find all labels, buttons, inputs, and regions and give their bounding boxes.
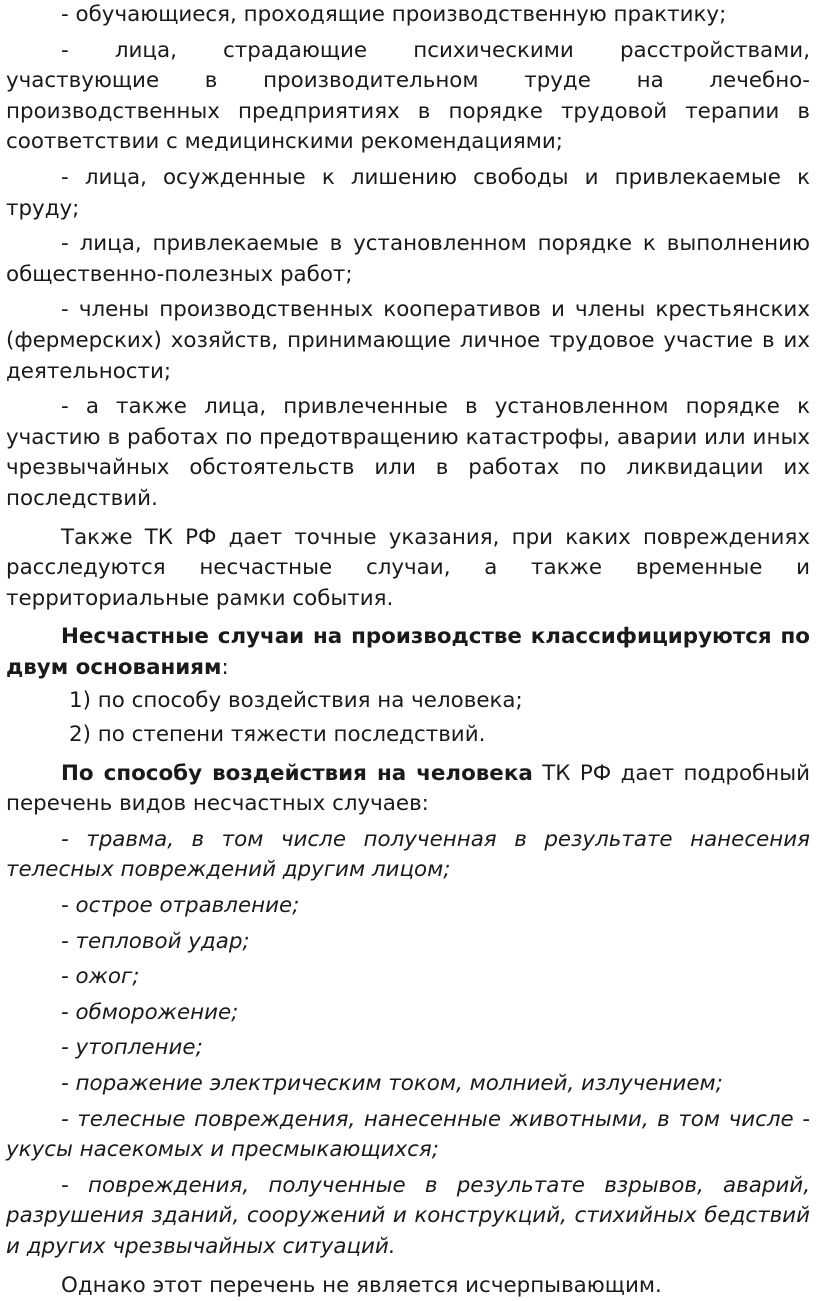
document-page <box>6 0 810 1301</box>
classification-heading <box>6 622 810 683</box>
type-item-frostbite: - обморожение; <box>61 999 239 1025</box>
type-item-poisoning: - острое отравление; <box>61 893 300 919</box>
list-item-emergency-workers: - а также лица, привлеченные в установленном порядке к участию в работах по предотвращению катастрофы, аварии или иных чрезвычайных обстоятельств или в работах по ликвидации их последствий. <box>6 394 810 511</box>
method-rest: ТК РФ дает подробный перечень видов несчастных случаев: <box>6 760 810 817</box>
method-paragraph <box>6 759 810 820</box>
type-item-animals: - телесные повреждения, нанесенные животными, в том числе - укусы насекомых и пресмыкающихся; <box>6 1106 810 1163</box>
method-bold: По способу воздействия на человека <box>61 760 533 786</box>
closing-paragraph: Однако этот перечень не является исчерпывающим. <box>61 1272 662 1298</box>
basis-item-1: 1) по способу воздействия на человека; <box>69 688 523 714</box>
classification-colon: : <box>221 654 229 680</box>
classification-bold: Несчастные случаи на производстве классифицируются по двум основаниям <box>6 624 810 680</box>
type-item-drowning: - утопление; <box>61 1035 203 1061</box>
paragraph-tk-rf: Также ТК РФ дает точные указания, при каких повреждениях расследуются несчастные случаи, а также временные и территориальные рамки события. <box>6 524 810 611</box>
list-item-public-works: - лица, привлекаемые в установленном порядке к выполнению общественно-полезных работ; <box>6 231 810 287</box>
list-item-students: - обучающиеся, проходящие производственную практику; <box>61 2 727 27</box>
list-item-convicts: - лица, осужденные к лишению свободы и привлекаемые к труду; <box>6 164 810 221</box>
type-item-heatstroke: - тепловой удар; <box>61 928 250 954</box>
list-item-mental-disorders: - лица, страдающие психическими расстройствами, участвующие в производительном труде на лечебно-производственных предприятиях в порядке трудовой терапии в соответствии с медицинскими рекомендациями; <box>6 37 810 155</box>
list-item-cooperatives: - члены производственных кооперативов и члены крестьянских (фермерских) хозяйств, принимающие личное трудовое участие в их деятельности; <box>6 297 810 384</box>
basis-item-2: 2) по степени тяжести последствий. <box>69 722 486 748</box>
type-item-electric: - поражение электрическим током, молнией, излучением; <box>61 1071 723 1096</box>
type-item-burn: - ожог; <box>61 964 140 990</box>
type-item-injury: - травма, в том числе полученная в результате нанесения телесных повреждений другим лицом; <box>6 826 810 883</box>
type-item-disasters: - повреждения, полученные в результате взрывов, аварий, разрушения зданий, сооружений и конструкций, стихийных бедствий и других чрезвычайных ситуаций. <box>6 1172 810 1259</box>
